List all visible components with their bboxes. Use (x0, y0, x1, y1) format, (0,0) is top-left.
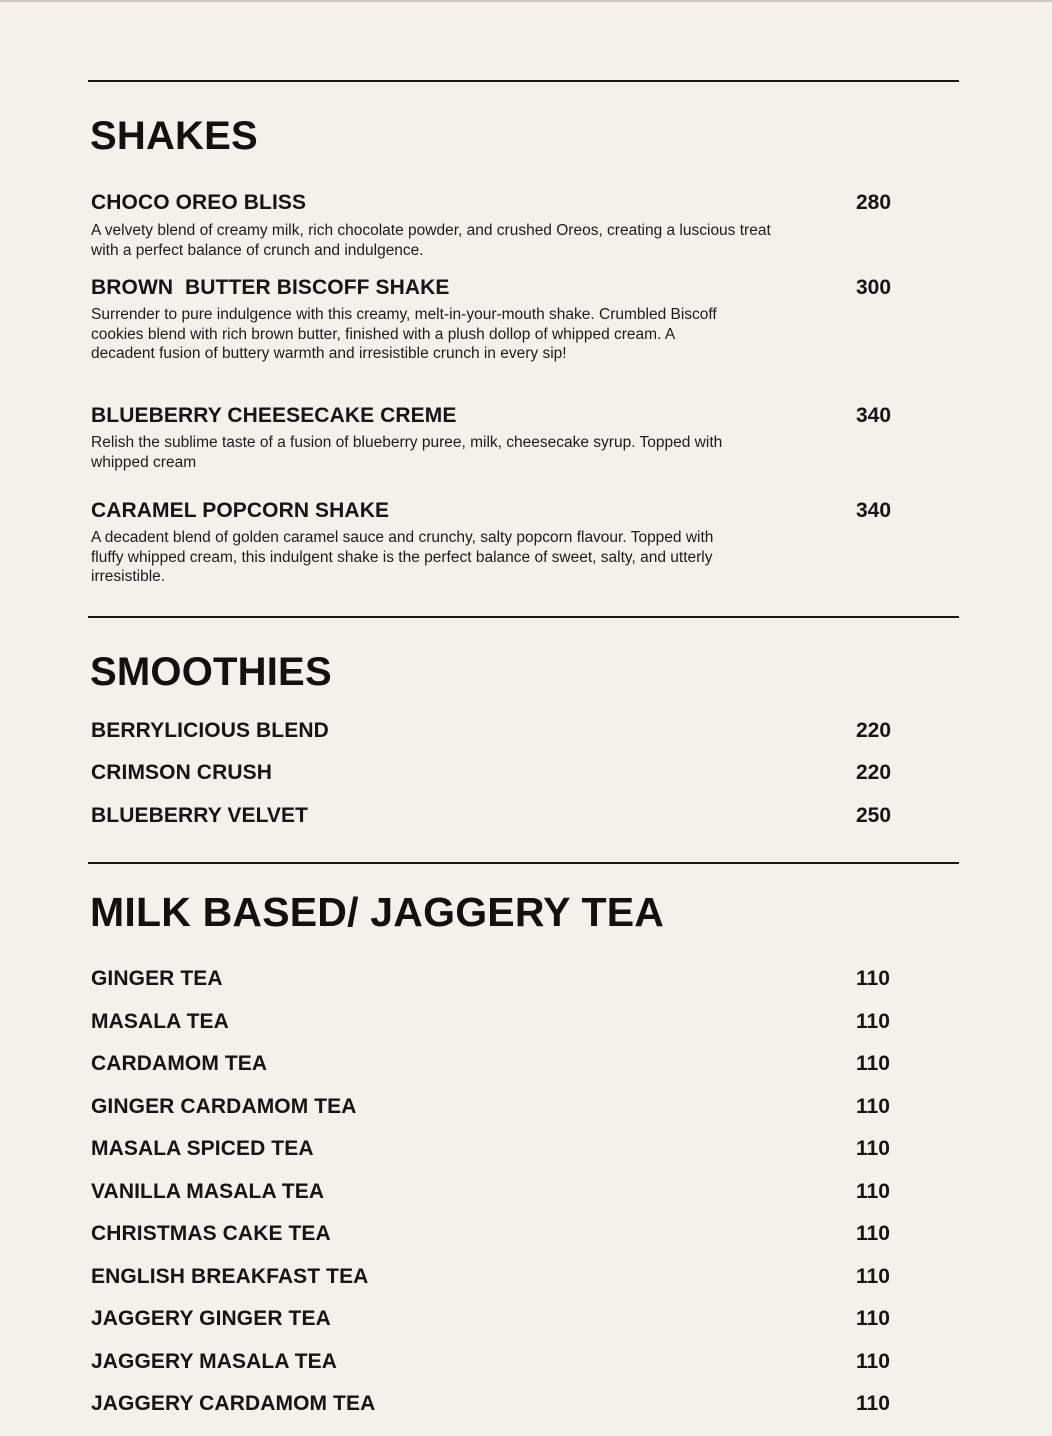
menu-item-price: 110 (856, 1222, 890, 1245)
menu-item-price: 300 (856, 276, 892, 299)
menu-item-price: 110 (856, 1307, 890, 1330)
menu-item-price: 220 (856, 761, 892, 784)
menu-item-price: 280 (856, 191, 892, 214)
menu-item-name: JAGGERY GINGER TEA (91, 1307, 331, 1330)
menu-item-name: JAGGERY MASALA TEA (91, 1350, 338, 1373)
menu-item-name: BERRYLICIOUS BLEND (91, 719, 329, 742)
menu-item-price: 340 (856, 499, 892, 522)
menu-item-description: Surrender to pure indulgence with this creamy, melt-in-your-mouth shake. Crumbled Biscoff cookies blend with rich brown butter, finished with a plush dollop of whipped cream. A decadent fusion of buttery warmth and irresistible crunch in every sip! (91, 306, 717, 362)
menu-item-price: 110 (856, 1180, 890, 1203)
menu-item-name: BLUEBERRY VELVET (91, 804, 309, 827)
menu-item-description: A decadent blend of golden caramel sauce and crunchy, salty popcorn flavour. Topped with fluffy whipped cream, this indulgent shake is the perfect balance of sweet, salty, and utterly irresistible. (91, 529, 714, 585)
section-divider (88, 80, 959, 82)
menu-item-name: MASALA SPICED TEA (91, 1137, 314, 1160)
menu-item-price: 110 (856, 1137, 890, 1160)
menu-item-name: CRIMSON CRUSH (91, 761, 272, 784)
menu-item-name: CARDAMOM TEA (91, 1052, 268, 1075)
section-title-shakes: SHAKES (90, 114, 258, 158)
menu-item-name: JAGGERY CARDAMOM TEA (91, 1392, 376, 1415)
menu-item-description: Relish the sublime taste of a fusion of blueberry puree, milk, cheesecake syrup. Topped with whipped cream (91, 434, 723, 471)
menu-item-price: 110 (856, 1095, 890, 1118)
menu-item-name: VANILLA MASALA TEA (91, 1180, 325, 1203)
section-title-smoothies: SMOOTHIES (90, 650, 332, 694)
menu-item-name: ENGLISH BREAKFAST TEA (91, 1265, 369, 1288)
menu-item-price: 110 (856, 1010, 890, 1033)
menu-item-name: CHOCO OREO BLISS (91, 191, 307, 214)
menu-item-name: CHRISTMAS CAKE TEA (91, 1222, 331, 1245)
menu-item-name: BROWN BUTTER BISCOFF SHAKE (91, 276, 450, 299)
menu-item-price: 110 (856, 1052, 890, 1075)
menu-item-name: MASALA TEA (91, 1010, 229, 1033)
menu-item-name: GINGER CARDAMOM TEA (91, 1095, 357, 1118)
menu-item-description: A velvety blend of creamy milk, rich chocolate powder, and crushed Oreos, creating a luscious treat with a perfect balance of crunch and indulgence. (91, 222, 771, 259)
section-divider (88, 616, 959, 618)
section-divider (88, 862, 959, 864)
menu-item-price: 110 (856, 1392, 890, 1415)
menu-item-price: 340 (856, 404, 892, 427)
menu-item-price: 220 (856, 719, 892, 742)
menu-item-name: CARAMEL POPCORN SHAKE (91, 499, 390, 522)
menu-item-price: 250 (856, 804, 892, 827)
menu-item-name: BLUEBERRY CHEESECAKE CREME (91, 404, 457, 427)
section-title-milk-based-jaggery-tea: MILK BASED/ JAGGERY TEA (90, 889, 665, 935)
menu-item-price: 110 (856, 1265, 890, 1288)
menu-item-price: 110 (856, 967, 890, 990)
menu-item-price: 110 (856, 1350, 890, 1373)
menu-item-name: GINGER TEA (91, 967, 223, 990)
